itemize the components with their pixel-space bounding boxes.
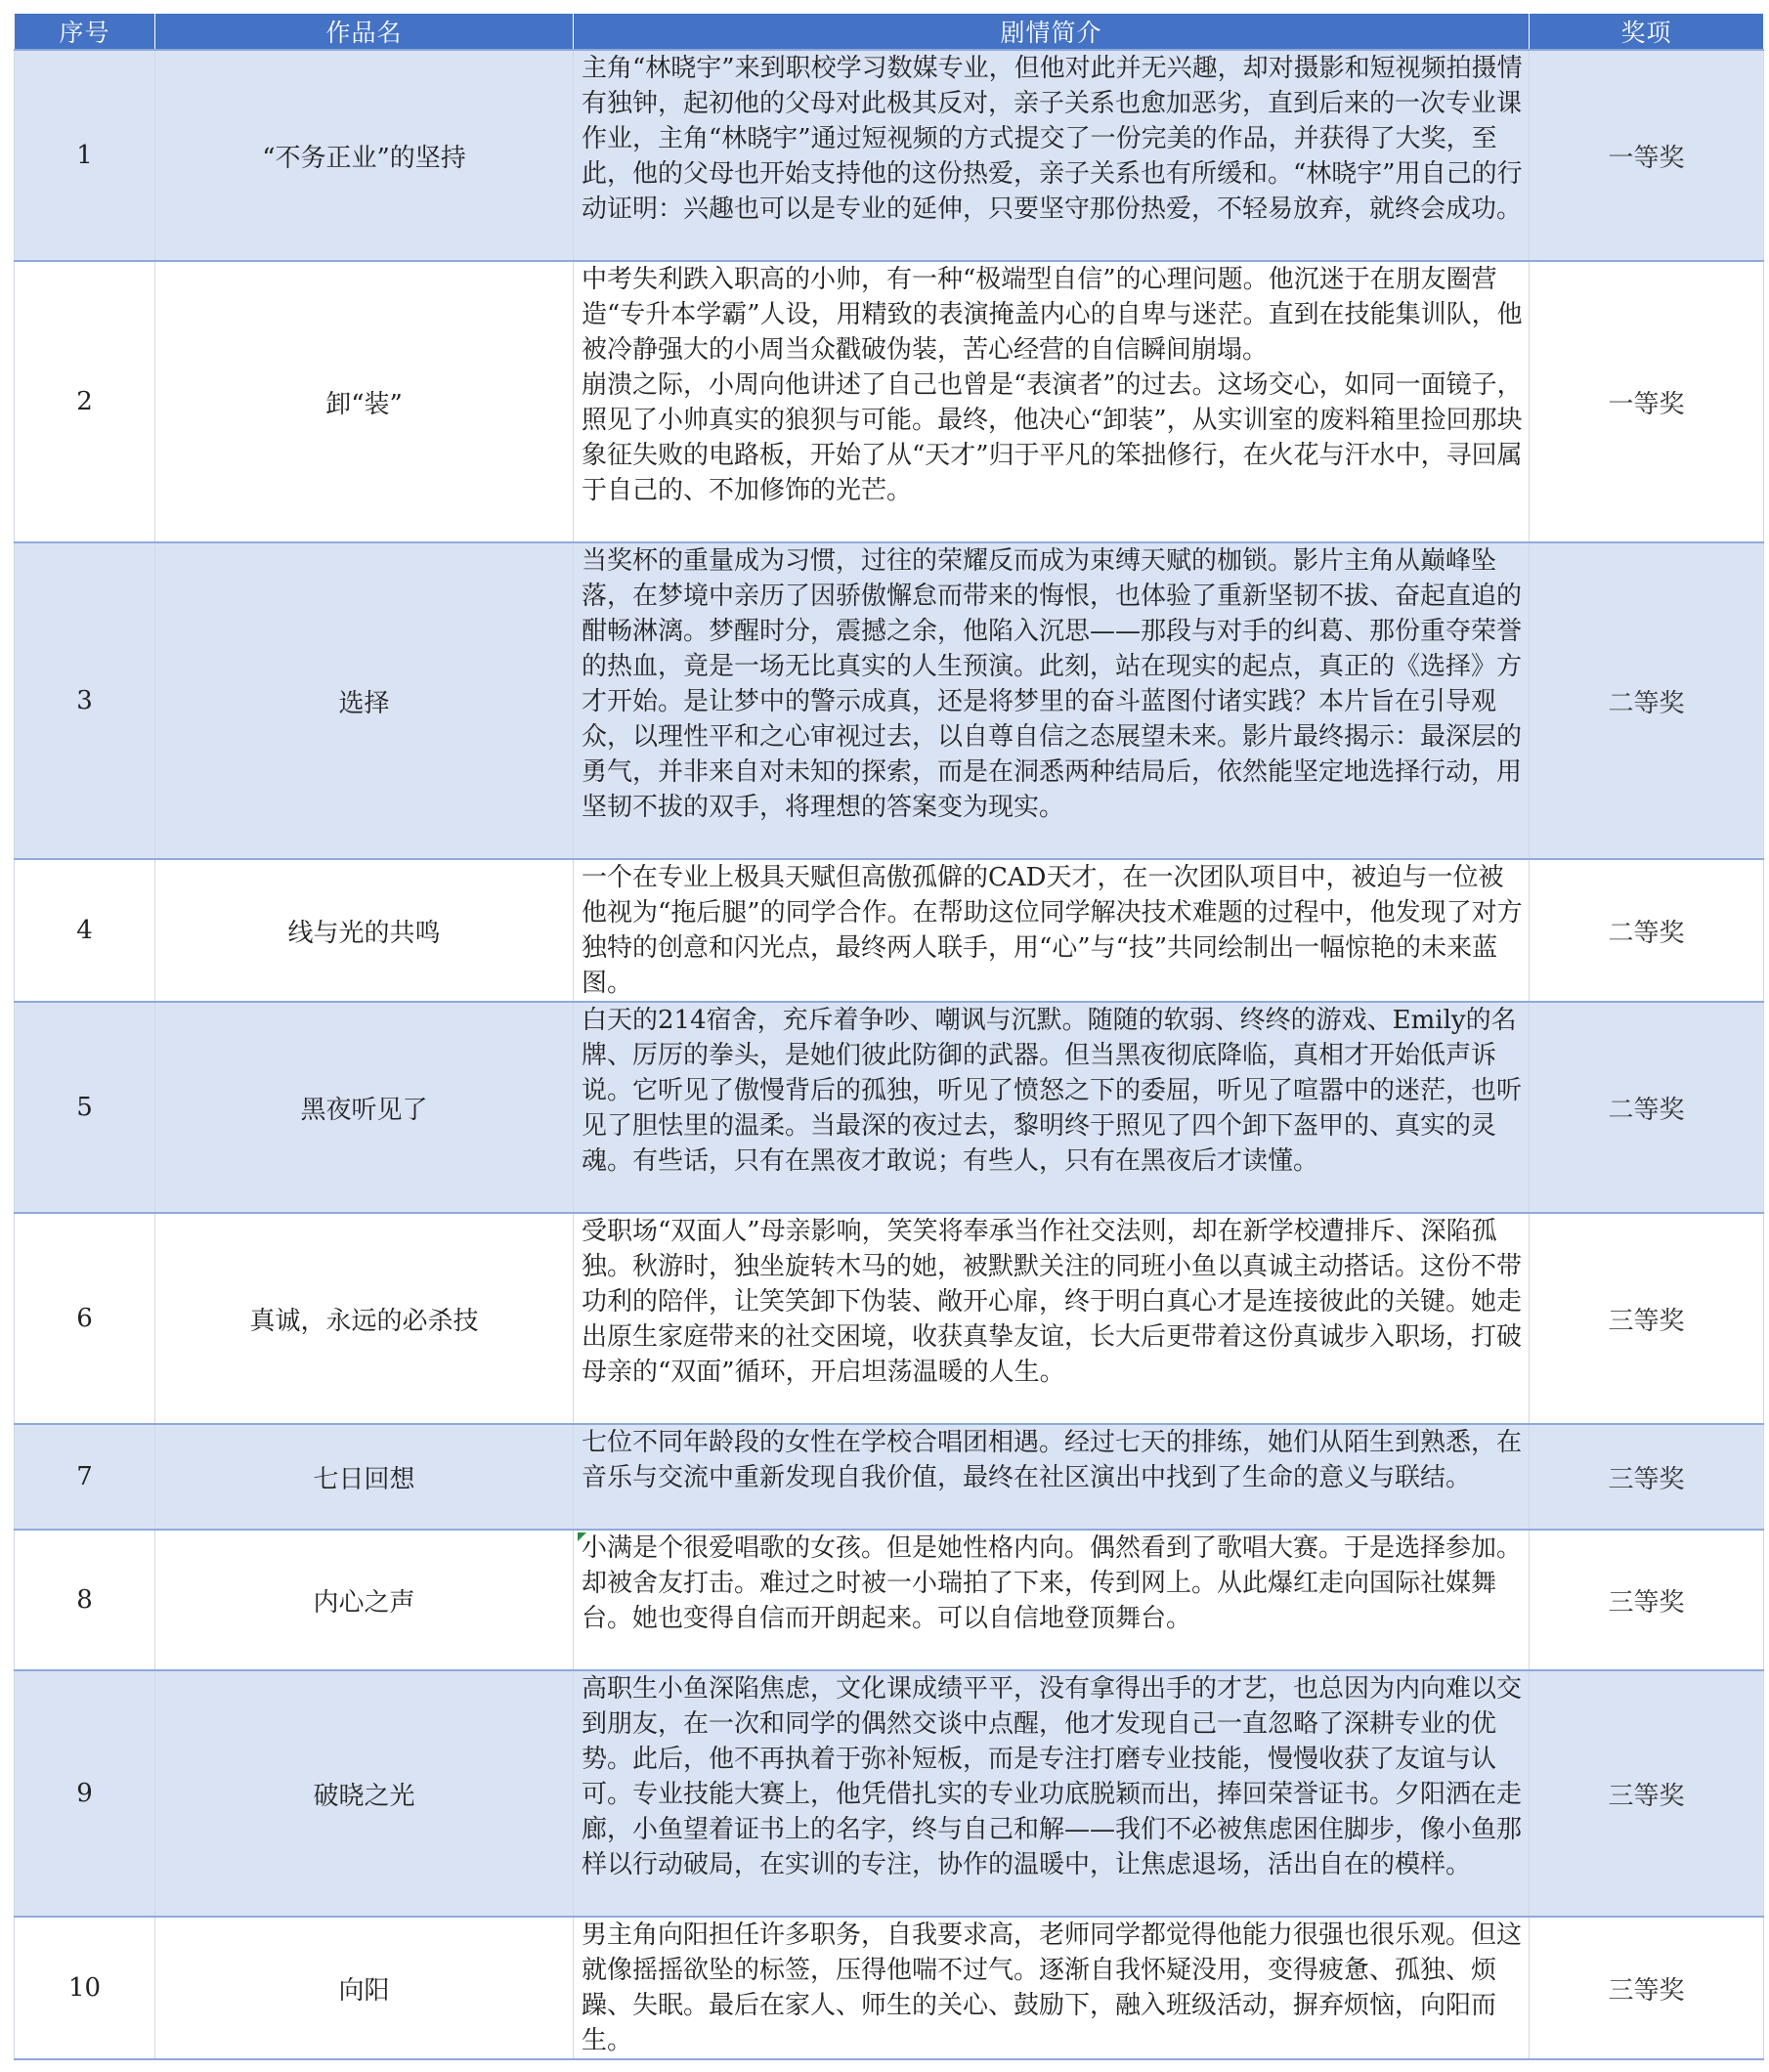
- cell-no[interactable]: 7: [15, 1424, 155, 1530]
- cell-title[interactable]: 选择: [155, 542, 574, 859]
- cell-plot[interactable]: 高职生小鱼深陷焦虑，文化课成绩平平，没有拿得出手的才艺，也总因为内向难以交到朋友，在一次和同学的偶然交谈中点醒，他才发现自己一直忽略了深耕专业的优势。此后，他不再执着于弥补短板，而是专注打磨专业技能，慢慢收获了友谊与认可。专业技能大赛上，他凭借扎实的专业功底脱颖而出，捧回荣誉证书。夕阳洒在走廊，小鱼望着证书上的名字，终与自己和解——我们不必被焦虑困住脚步，像小鱼那样以行动破局，在实训的专注，协作的温暖中，让焦虑退场，活出自在的模样。: [574, 1670, 1530, 1917]
- cell-no[interactable]: 9: [15, 1670, 155, 1917]
- cell-title[interactable]: 真诚，永远的必杀技: [155, 1213, 574, 1424]
- plot-paragraph: 崩溃之际，小周向他讲述了自己也曾是“表演者”的过去。这场交心，如同一面镜子，照见了小帅真实的狼狈与可能。最终，他决心“卸装”，从实训室的废料箱里捡回那块象征失败的电路板，开始了从“天才”归于平凡的笨拙修行，在火花与汗水中，寻回属于自己的、不加修饰的光芒。: [582, 370, 1523, 505]
- cell-award[interactable]: 一等奖: [1530, 261, 1764, 542]
- table-row: [15, 1213, 1764, 1424]
- cell-no[interactable]: 5: [15, 1002, 155, 1213]
- cell-award[interactable]: 三等奖: [1530, 1530, 1764, 1670]
- cell-no[interactable]: 2: [15, 261, 155, 542]
- spreadsheet: [14, 14, 1763, 2060]
- cell-plot[interactable]: 小满是个很爱唱歌的女孩。但是她性格内向。偶然看到了歌唱大赛。于是选择参加。却被舍友打击。难过之时被一小瑞拍了下来，传到网上。从此爆红走向国际社媒舞台。她也变得自信而开朗起来。可以自信地登顶舞台。: [574, 1530, 1530, 1670]
- cell-title[interactable]: 七日回想: [155, 1424, 574, 1530]
- cell-title[interactable]: 黑夜听见了: [155, 1002, 574, 1213]
- comment-indicator-icon[interactable]: [578, 1532, 586, 1541]
- cell-award[interactable]: 二等奖: [1530, 859, 1764, 1002]
- cell-award[interactable]: 三等奖: [1530, 1213, 1764, 1424]
- plot-paragraph: 中考失利跌入职高的小帅，有一种“极端型自信”的心理问题。他沉迷于在朋友圈营造“专升本学霸”人设，用精致的表演掩盖内心的自卑与迷茫。直到在技能集训队，他被冷静强大的小周当众戳破伪装，苦心经营的自信瞬间崩塌。: [582, 265, 1523, 365]
- cell-plot[interactable]: [574, 261, 1530, 542]
- cell-award[interactable]: 二等奖: [1530, 1002, 1764, 1213]
- header-award[interactable]: 奖项: [1530, 14, 1764, 50]
- cell-no[interactable]: 10: [15, 1917, 155, 2059]
- cell-award[interactable]: 二等奖: [1530, 542, 1764, 859]
- cell-no[interactable]: 3: [15, 542, 155, 859]
- cell-title[interactable]: 线与光的共鸣: [155, 859, 574, 1002]
- cell-no[interactable]: 4: [15, 859, 155, 1002]
- table-row: [15, 1002, 1764, 1213]
- table-row: [15, 1424, 1764, 1530]
- cell-plot[interactable]: 当奖杯的重量成为习惯，过往的荣耀反而成为束缚天赋的枷锁。影片主角从巅峰坠落，在梦境中亲历了因骄傲懈怠而带来的悔恨，也体验了重新坚韧不拔、奋起直追的酣畅淋漓。梦醒时分，震撼之余，他陷入沉思——那段与对手的纠葛、那份重夺荣誉的热血，竟是一场无比真实的人生预演。此刻，站在现实的起点，真正的《选择》方才开始。是让梦中的警示成真，还是将梦里的奋斗蓝图付诸实践？本片旨在引导观众，以理性平和之心审视过去，以自尊自信之态展望未来。影片最终揭示：最深层的勇气，并非来自对未知的探索，而是在洞悉两种结局后，依然能坚定地选择行动，用坚韧不拔的双手，将理想的答案变为现实。: [574, 542, 1530, 859]
- cell-title[interactable]: “不务正业”的坚持: [155, 50, 574, 261]
- cell-award[interactable]: 三等奖: [1530, 1917, 1764, 2059]
- cell-award[interactable]: 三等奖: [1530, 1424, 1764, 1530]
- table-row: [15, 261, 1764, 542]
- header-title[interactable]: 作品名: [155, 14, 574, 50]
- table-row: [15, 1917, 1764, 2059]
- cell-no[interactable]: 8: [15, 1530, 155, 1670]
- cell-plot[interactable]: 白天的214宿舍，充斥着争吵、嘲讽与沉默。随随的软弱、终终的游戏、Emily的名牌、厉厉的拳头，是她们彼此防御的武器。但当黑夜彻底降临，真相才开始低声诉说。它听见了傲慢背后的孤独，听见了愤怒之下的委屈，听见了喧嚣中的迷茫，也听见了胆怯里的温柔。当最深的夜过去，黎明终于照见了四个卸下盔甲的、真实的灵魂。有些话，只有在黑夜才敢说；有些人，只有在黑夜后才读懂。: [574, 1002, 1530, 1213]
- cell-no[interactable]: 1: [15, 50, 155, 261]
- cell-title[interactable]: 向阳: [155, 1917, 574, 2059]
- cell-award[interactable]: 三等奖: [1530, 1670, 1764, 1917]
- cell-plot[interactable]: 一个在专业上极具天赋但高傲孤僻的CAD天才，在一次团队项目中，被迫与一位被他视为“拖后腿”的同学合作。在帮助这位同学解决技术难题的过程中，他发现了对方独特的创意和闪光点，最终两人联手，用“心”与“技”共同绘制出一幅惊艳的未来蓝图。: [574, 859, 1530, 1002]
- table-row: [15, 1670, 1764, 1917]
- table-row: [15, 50, 1764, 261]
- table-row: [15, 542, 1764, 859]
- cell-plot[interactable]: 男主角向阳担任许多职务，自我要求高，老师同学都觉得他能力很强也很乐观。但这就像摇摇欲坠的标签，压得他喘不过气。逐渐自我怀疑没用，变得疲惫、孤独、烦躁、失眠。最后在家人、师生的关心、鼓励下，融入班级活动，摒弃烦恼，向阳而生。: [574, 1917, 1530, 2059]
- cell-no[interactable]: 6: [15, 1213, 155, 1424]
- cell-award[interactable]: 一等奖: [1530, 50, 1764, 261]
- awards-table: [14, 14, 1764, 2060]
- header-no[interactable]: 序号: [15, 14, 155, 50]
- header-row: [15, 14, 1764, 50]
- cell-title[interactable]: 内心之声: [155, 1530, 574, 1670]
- cell-plot[interactable]: 主角“林晓宇”来到职校学习数媒专业，但他对此并无兴趣，却对摄影和短视频拍摄情有独钟，起初他的父母对此极其反对，亲子关系也愈加恶劣，直到后来的一次专业课作业，主角“林晓宇”通过短视频的方式提交了一份完美的作品，并获得了大奖，至此，他的父母也开始支持他的这份热爱，亲子关系也有所缓和。“林晓宇”用自己的行动证明：兴趣也可以是专业的延伸，只要坚守那份热爱，不轻易放弃，就终会成功。: [574, 50, 1530, 261]
- cell-plot[interactable]: 七位不同年龄段的女性在学校合唱团相遇。经过七天的排练，她们从陌生到熟悉，在音乐与交流中重新发现自我价值，最终在社区演出中找到了生命的意义与联结。: [574, 1424, 1530, 1530]
- table-row: [15, 859, 1764, 1002]
- cell-title[interactable]: 卸“装”: [155, 261, 574, 542]
- header-plot[interactable]: 剧情简介: [574, 14, 1530, 50]
- cell-title[interactable]: 破晓之光: [155, 1670, 574, 1917]
- cell-plot[interactable]: 受职场“双面人”母亲影响，笑笑将奉承当作社交法则，却在新学校遭排斥、深陷孤独。秋游时，独坐旋转木马的她，被默默关注的同班小鱼以真诚主动搭话。这份不带功利的陪伴，让笑笑卸下伪装、敞开心扉，终于明白真心才是连接彼此的关键。她走出原生家庭带来的社交困境，收获真挚友谊，长大后更带着这份真诚步入职场，打破母亲的“双面”循环，开启坦荡温暖的人生。: [574, 1213, 1530, 1424]
- table-row: [15, 1530, 1764, 1670]
